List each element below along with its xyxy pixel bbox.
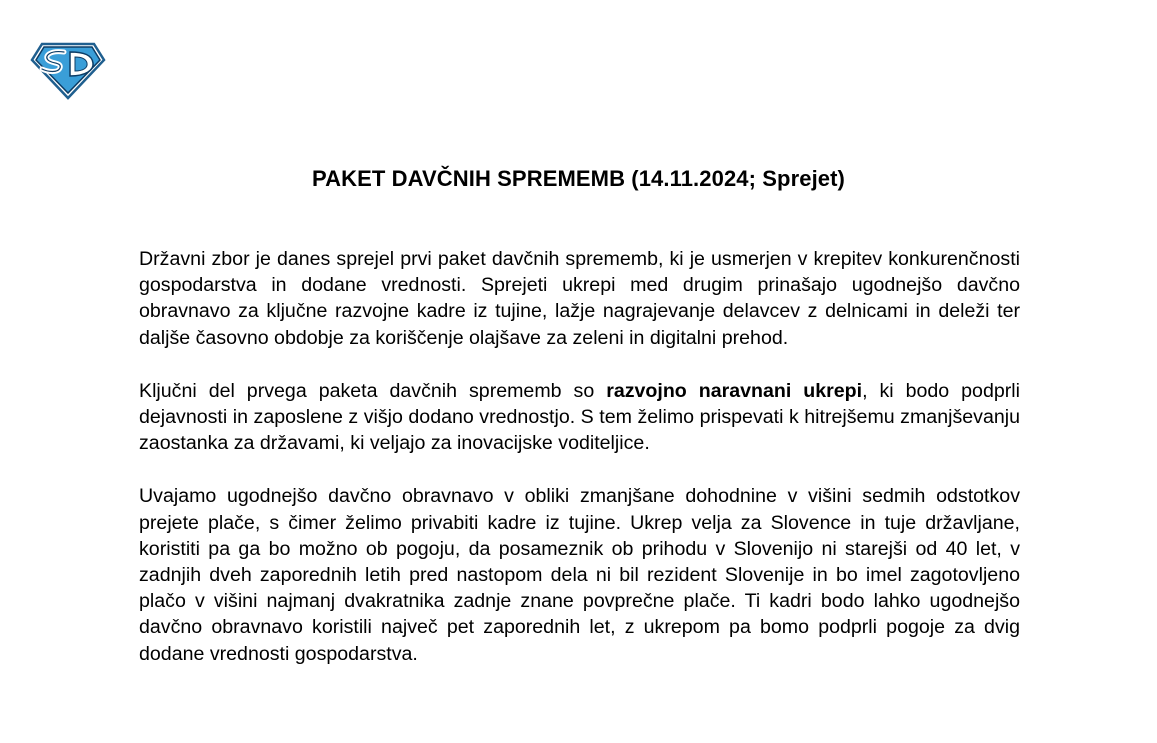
sd-shield-emblem [30,40,106,100]
document-title: PAKET DAVČNIH SPREMEMB (14.11.2024; Sprejet) [312,166,845,191]
paragraph-2-text-start: Ključni del prvega paketa davčnih sprememb so [139,379,607,402]
paragraph-2 [139,378,1020,457]
paragraph-2-text-end: , ki bodo podprli dejavnosti in zaposlene z višjo dodano vrednostjo. S tem želimo prispevati k hitrejšemu zmanjševanju zaostanka za državami, ki veljajo za inovacijske voditeljice. [139,379,1020,455]
paragraph-2-bold-phrase: razvojno naravnani ukrepi [606,379,863,402]
document-body [139,246,1020,694]
sd-logo [30,40,106,100]
paragraph-3: Uvajamo ugodnejšo davčno obravnavo v obliki zmanjšane dohodnine v višini sedmih odstotkov prejete plače, s čimer želimo privabiti kadre iz tujine. Ukrep velja za Slovence in tuje državljane, koristiti pa ga bo možno ob pogoju, da posameznik ob prihodu v Slovenijo ni starejši od 40 let, v zadnjih dveh zaporednih letih pred nastopom dela ni bil rezident Slovenije in bo imel zagotovljeno plačo v višini najmanj dvakratnika zadnje znane povprečne plače. Ti kadri bodo lahko ugodnejšo davčno obravnavo koristili največ pet zaporednih let, z ukrepom pa bomo podprli pogoje za dvig dodane vrednosti gospodarstva. [139,485,1020,665]
paragraph-1: Državni zbor je danes sprejel prvi paket davčnih sprememb, ki je usmerjen v krepitev konkurenčnosti gospodarstva in dodane vrednosti. Sprejeti ukrepi med drugim prinašajo ugodnejšo davčno obravnavo za ključne razvojne kadre iz tujine, lažje nagrajevanje delavcev z delnicami in deleži ter daljše časovno obdobje za koriščenje olajšave za zeleni in digitalni prehod. [139,248,1020,349]
